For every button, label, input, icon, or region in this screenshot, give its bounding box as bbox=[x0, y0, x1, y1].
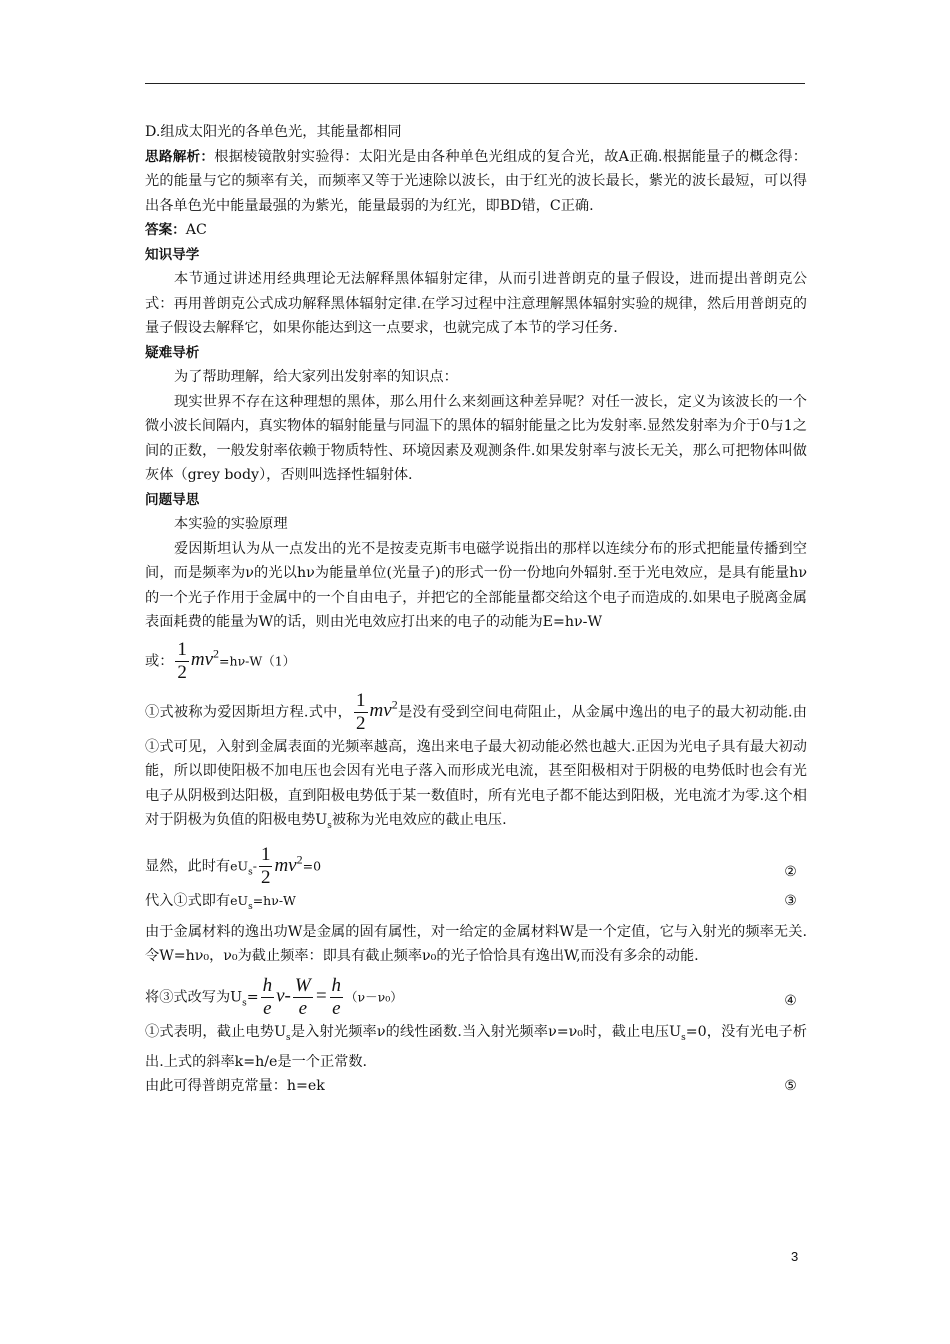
mv-term: $mv^2$ bbox=[190, 646, 220, 670]
difficulty-p1: 为了帮助理解，给大家列出发射率的知识点： bbox=[174, 369, 458, 385]
guide-heading: 知识导学 bbox=[145, 246, 200, 263]
eq1-explanation: ①式被称为爱因斯坦方程.式中， $\frac{1}{2}$ $mv^2$是没有受到空间电荷阻止，从金属中逸出的电子的最大初动能.由①式可见，入射到金属表面的光频率越高，逸出来电子最大初动能必然也越大.正因为光电子具有最大初动能，所以即使阳极不加电压也会因有光电子落入而形成光电流，甚至阳极相对于阴极的电势低时也会有光电子从阴极到达阳极，直到阳极电势低于某一数值时，所有光电子都不能达到阳极，光电流才为零.这个相对于阴极为负值的阳极电势$U_s$被称为光电效应的截止电压. bbox=[145, 689, 807, 831]
answer-label: 答案： bbox=[145, 222, 186, 238]
analysis-paragraph bbox=[145, 145, 807, 219]
eq1-prefix: 或： bbox=[145, 653, 174, 669]
half-fraction-inline: $\frac{1}{2}$ bbox=[356, 689, 366, 734]
equation-2: 显然，此时有$eU_s-$ $\frac{1}{2}$ $mv^2=0$ ② bbox=[145, 844, 797, 889]
equation-4: 将③式改写为$U_s=$ $\frac{h}{e}$ ν- $\frac{W}{e}$ = $\frac{h}{e}$ （ν－ν₀） ④ bbox=[145, 974, 797, 1019]
mv-term-inline: $mv^2$ bbox=[369, 697, 398, 721]
guide-text: 本节通过讲述用经典理论无法解释黑体辐射定律，从而引进普朗克的量子假设，进而提出普朗克公式：再用普朗克公式成功解释黑体辐射定律.在学习过程中注意理解黑体辐射实验的规律，然后用普朗克的量子假设去解释它，如果你能达到这一点要求，也就完成了本节的学习任务. bbox=[145, 271, 807, 336]
half-fraction: $\frac{1}{2}$ bbox=[177, 638, 187, 683]
header-rule bbox=[145, 83, 805, 84]
eq4-explanation: ①式表明，截止电势$U_s$是入射光频率ν的线性函数.当入射光频率ν=ν₀时，截止电压$U_s=0$，没有光电子析出.上式的斜率k=h/e是一个正常数. bbox=[145, 1023, 807, 1070]
answer-value: AC bbox=[185, 222, 207, 238]
page-number: 3 bbox=[791, 1249, 799, 1264]
document-body bbox=[145, 120, 807, 1099]
question-heading: 问题导思 bbox=[145, 491, 200, 508]
answer-line bbox=[145, 218, 807, 243]
question-p1: 本实验的实验原理 bbox=[174, 516, 288, 532]
option-d: D.组成太阳光的各单色光，其能量都相同 bbox=[145, 124, 402, 140]
equation-1 bbox=[145, 639, 807, 684]
analysis-label: 思路解析： bbox=[145, 148, 215, 165]
eq3-number: ③ bbox=[784, 893, 797, 910]
eq1-rest: =hν-W（1） bbox=[219, 653, 296, 668]
eq3-explanation: 由于金属材料的逸出功W是金属的固有属性，对一给定的金属材料W是一个定值，它与入射光的频率无关.令W=hν₀，ν₀为截止频率：即具有截止频率ν₀的光子恰恰具有逸出W,而没有多余的动能. bbox=[145, 923, 807, 965]
difficulty-heading: 疑难导析 bbox=[145, 344, 200, 361]
equation-5: 由此可得普朗克常量：h=ek ⑤ bbox=[145, 1074, 807, 1099]
equation-3: 代入①式即有$eU_s=h\nu-W$ ③ bbox=[145, 889, 807, 919]
eq4-number: ④ bbox=[784, 992, 797, 1009]
eq2-number: ② bbox=[784, 864, 797, 881]
analysis-text: 根据棱镜散射实验得：太阳光是由各种单色光组成的复合光，故A正确.根据能量子的概念得：光的能量与它的频率有关，而频率又等于光速除以波长，由于红光的波长最长，紫光的波长最短，可以得出各单色光中能量最强的为紫光，能量最弱的为红光，即BD错，C正确. bbox=[145, 148, 807, 214]
question-p2: 爱因斯坦认为从一点发出的光不是按麦克斯韦电磁学说指出的那样以连续分布的形式把能量传播到空间，而是频率为ν的光以hν为能量单位(光量子)的形式一份一份地向外辐射.至于光电效应，是具有能量hν的一个光子作用于金属中的一个自由电子，并把它的全部能量都交给这个电子而造成的.如果电子脱离金属表面耗费的能量为W的话，则由光电效应打出来的电子的动能为E=hν-W bbox=[145, 540, 807, 630]
eq5-number: ⑤ bbox=[784, 1078, 797, 1095]
difficulty-p2: 现实世界不存在这种理想的黑体，那么用什么来刻画这种差异呢？对任一波长，定义为该波长的一个微小波长间隔内，真实物体的辐射能量与同温下的黑体的辐射能量之比为发射率.显然发射率为介于0与1之间的正数，一般发射率依赖于物质特性、环境因素及观测条件.如果发射率与波长无关，那么可把物体叫做灰体（grey body），否则叫选择性辐射体. bbox=[145, 393, 807, 483]
